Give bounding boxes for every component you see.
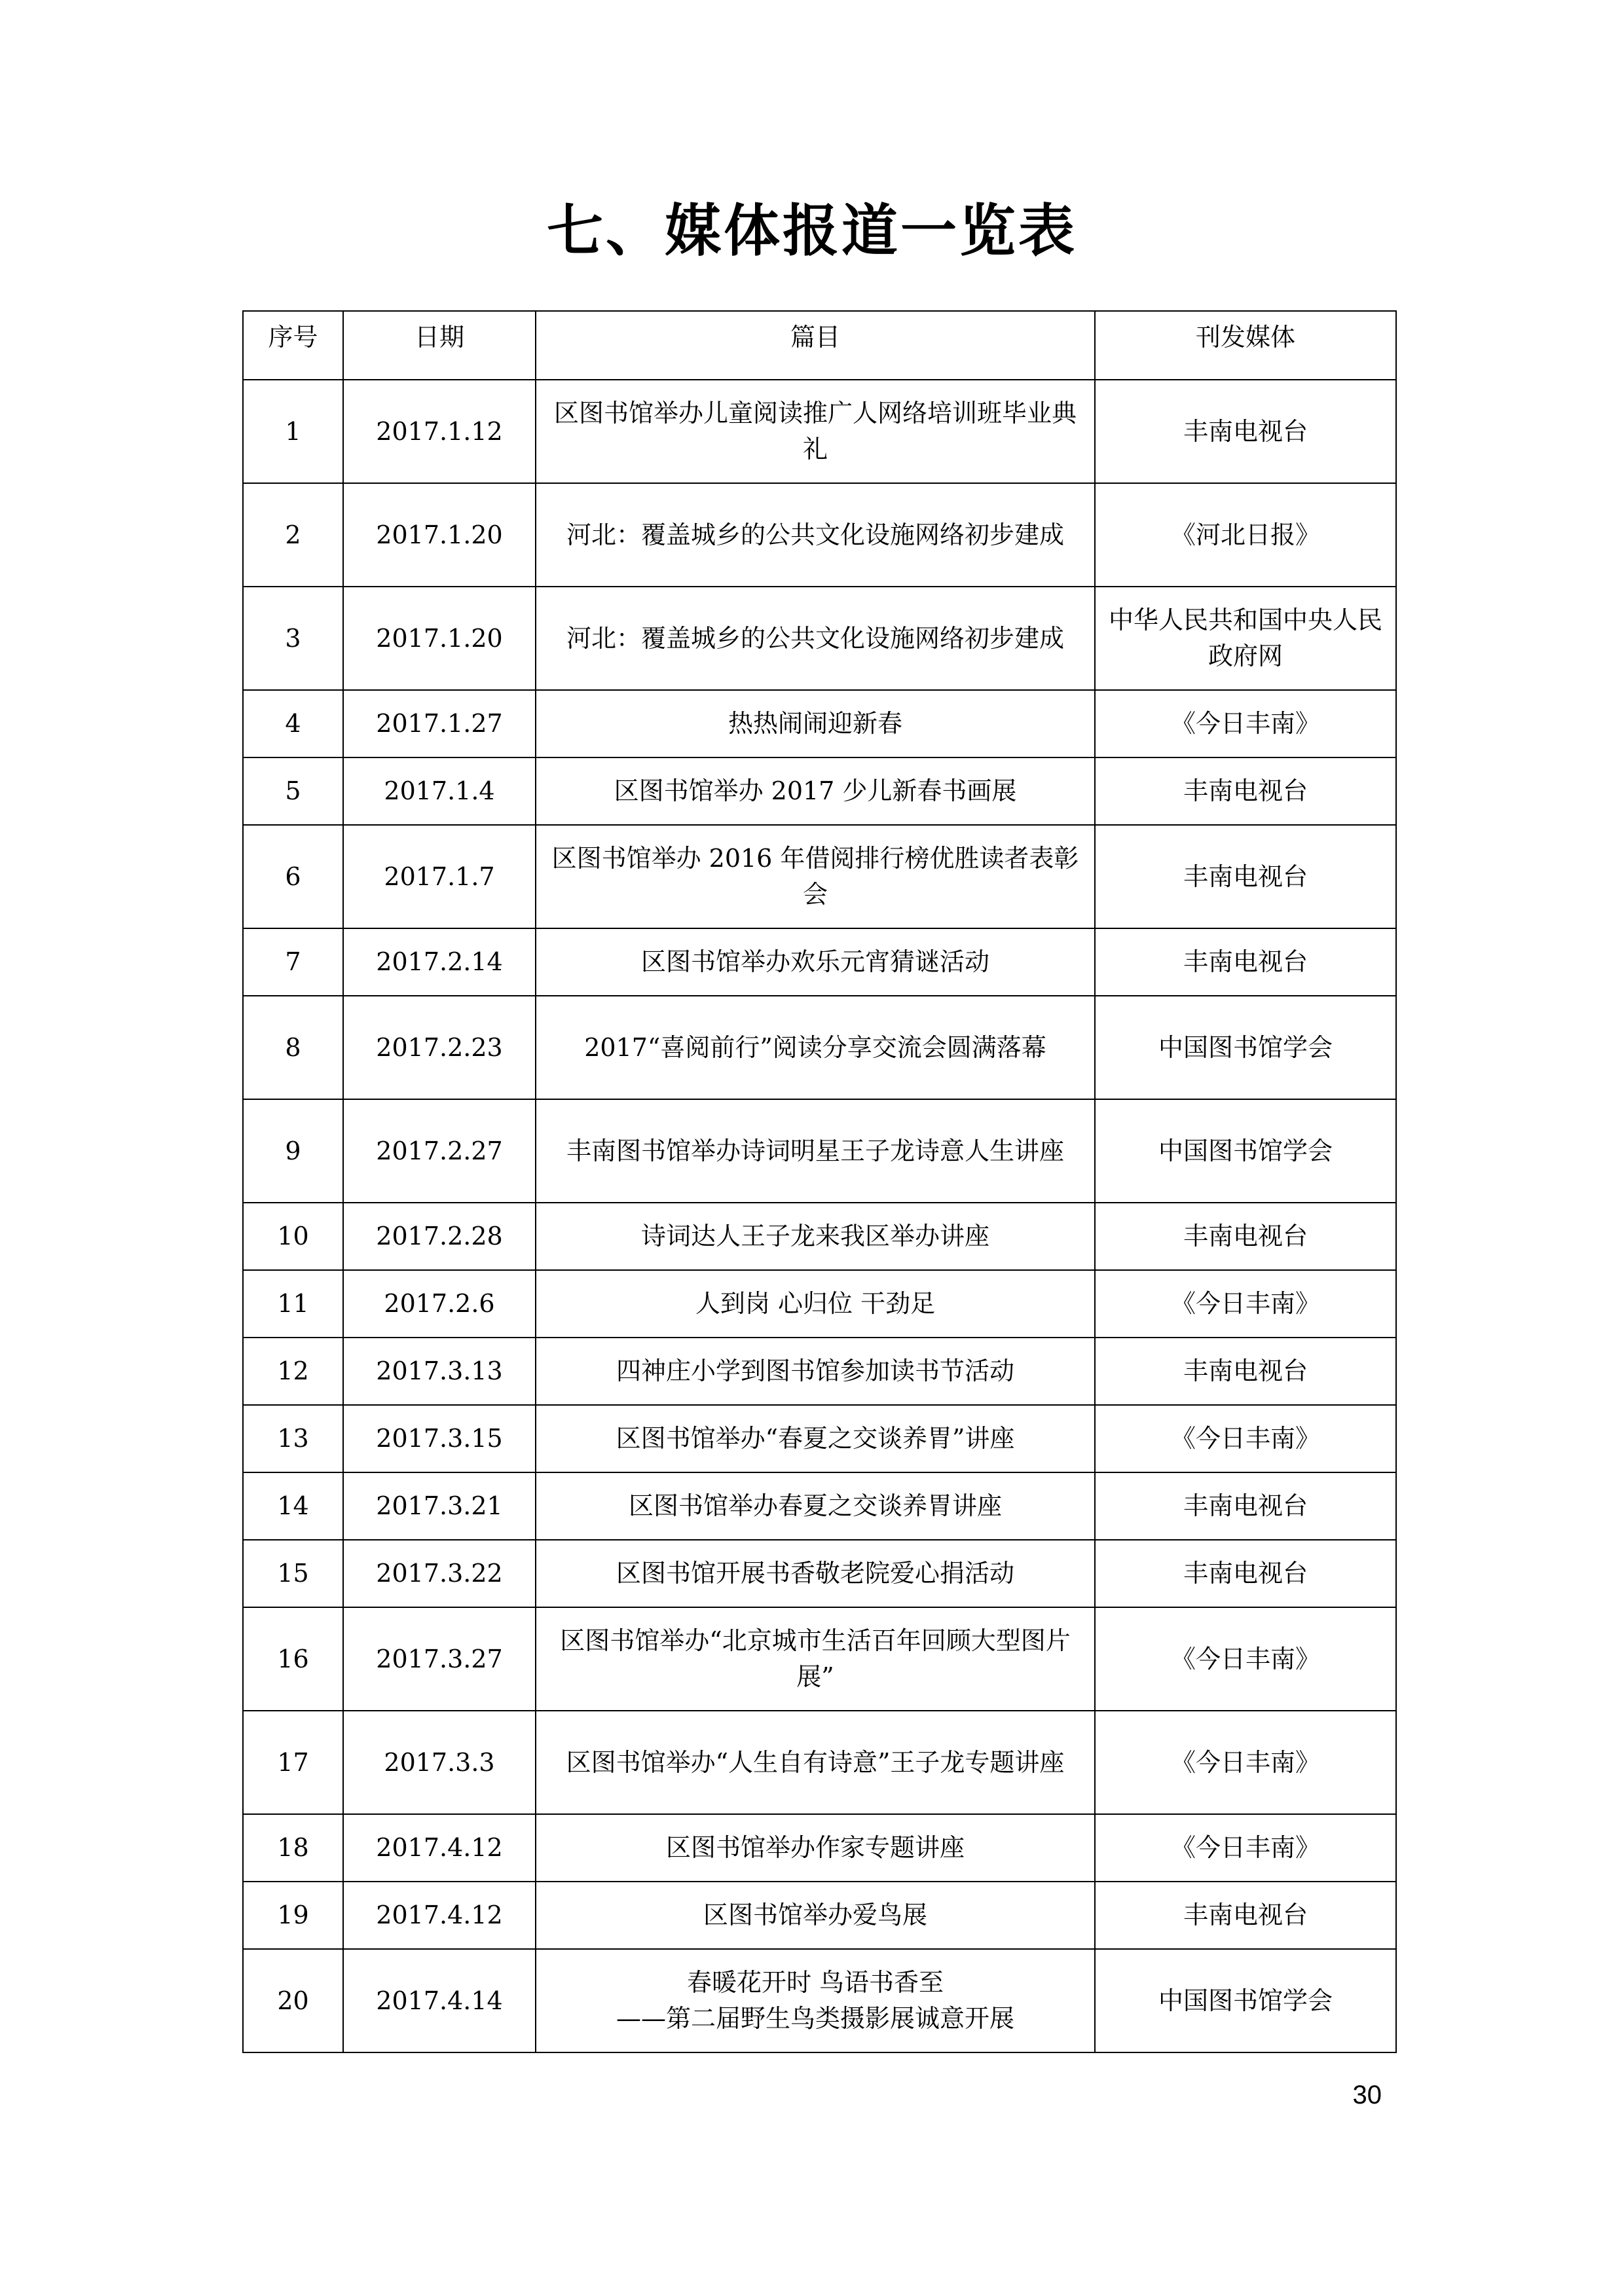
date-cell: 2017.2.14 xyxy=(343,928,536,996)
article-title-cell: 区图书馆举办“北京城市生活百年回顾大型图片展” xyxy=(536,1607,1095,1711)
media-outlet-cell: 中国图书馆学会 xyxy=(1095,1099,1396,1203)
table-row xyxy=(243,1270,1396,1338)
media-outlet-cell: 丰南电视台 xyxy=(1095,380,1396,483)
row-number-cell: 2 xyxy=(243,483,343,587)
page-title: 七、媒体报道一览表 xyxy=(547,198,1077,264)
article-title-cell: 区图书馆举办春夏之交谈养胃讲座 xyxy=(536,1472,1095,1540)
date-cell: 2017.3.13 xyxy=(343,1338,536,1405)
row-number-cell: 7 xyxy=(243,928,343,996)
table-row xyxy=(243,1540,1396,1607)
article-title-cell: 人到岗 心归位 干劲足 xyxy=(536,1270,1095,1338)
table-row xyxy=(243,1711,1396,1814)
row-number-cell: 19 xyxy=(243,1882,343,1949)
media-outlet-cell: 《今日丰南》 xyxy=(1095,1607,1396,1711)
row-number-cell: 1 xyxy=(243,380,343,483)
media-outlet-cell: 中华人民共和国中央人民政府网 xyxy=(1095,587,1396,690)
table-row xyxy=(243,1472,1396,1540)
article-title-cell: 区图书馆举办“人生自有诗意”王子龙专题讲座 xyxy=(536,1711,1095,1814)
date-cell: 2017.2.27 xyxy=(343,1099,536,1203)
media-outlet-cell: 丰南电视台 xyxy=(1095,1540,1396,1607)
media-outlet-cell: 《河北日报》 xyxy=(1095,483,1396,587)
table-row xyxy=(243,690,1396,757)
date-cell: 2017.3.22 xyxy=(343,1540,536,1607)
media-outlet-cell: 丰南电视台 xyxy=(1095,757,1396,825)
column-header-title: 篇目 xyxy=(536,311,1095,380)
media-outlet-cell: 丰南电视台 xyxy=(1095,1338,1396,1405)
table-row xyxy=(243,1405,1396,1472)
media-outlet-cell: 中国图书馆学会 xyxy=(1095,996,1396,1099)
date-cell: 2017.1.20 xyxy=(343,483,536,587)
row-number-cell: 14 xyxy=(243,1472,343,1540)
media-outlet-cell: 丰南电视台 xyxy=(1095,928,1396,996)
article-title-cell: 区图书馆举办 2016 年借阅排行榜优胜读者表彰会 xyxy=(536,825,1095,928)
page-number: 30 xyxy=(1352,2081,1382,2109)
table-header-row xyxy=(243,311,1396,380)
row-number-cell: 11 xyxy=(243,1270,343,1338)
row-number-cell: 15 xyxy=(243,1540,343,1607)
row-number-cell: 9 xyxy=(243,1099,343,1203)
table-row xyxy=(243,380,1396,483)
article-title-cell: 热热闹闹迎新春 xyxy=(536,690,1095,757)
table-row xyxy=(243,928,1396,996)
article-title-cell: 区图书馆开展书香敬老院爱心捐活动 xyxy=(536,1540,1095,1607)
media-outlet-cell: 丰南电视台 xyxy=(1095,1472,1396,1540)
date-cell: 2017.3.15 xyxy=(343,1405,536,1472)
row-number-cell: 17 xyxy=(243,1711,343,1814)
table-row xyxy=(243,483,1396,587)
column-header-media: 刊发媒体 xyxy=(1095,311,1396,380)
date-cell: 2017.3.27 xyxy=(343,1607,536,1711)
date-cell: 2017.2.28 xyxy=(343,1203,536,1270)
date-cell: 2017.4.12 xyxy=(343,1814,536,1882)
row-number-cell: 10 xyxy=(243,1203,343,1270)
column-header-no: 序号 xyxy=(243,311,343,380)
article-title-cell: 2017“喜阅前行”阅读分享交流会圆满落幕 xyxy=(536,996,1095,1099)
media-outlet-cell: 《今日丰南》 xyxy=(1095,690,1396,757)
column-header-date: 日期 xyxy=(343,311,536,380)
table-row xyxy=(243,1099,1396,1203)
row-number-cell: 3 xyxy=(243,587,343,690)
media-outlet-cell: 丰南电视台 xyxy=(1095,825,1396,928)
row-number-cell: 8 xyxy=(243,996,343,1099)
date-cell: 2017.1.27 xyxy=(343,690,536,757)
media-outlet-cell: 丰南电视台 xyxy=(1095,1203,1396,1270)
article-title-cell: 四神庄小学到图书馆参加读书节活动 xyxy=(536,1338,1095,1405)
media-outlet-cell: 丰南电视台 xyxy=(1095,1882,1396,1949)
table-row xyxy=(243,825,1396,928)
table-row xyxy=(243,1203,1396,1270)
row-number-cell: 16 xyxy=(243,1607,343,1711)
date-cell: 2017.1.7 xyxy=(343,825,536,928)
row-number-cell: 12 xyxy=(243,1338,343,1405)
media-outlet-cell: 中国图书馆学会 xyxy=(1095,1949,1396,2052)
article-title-cell: 区图书馆举办爱鸟展 xyxy=(536,1882,1095,1949)
row-number-cell: 4 xyxy=(243,690,343,757)
article-title-cell: 区图书馆举办儿童阅读推广人网络培训班毕业典礼 xyxy=(536,380,1095,483)
row-number-cell: 6 xyxy=(243,825,343,928)
table-row xyxy=(243,1338,1396,1405)
article-title-cell: 区图书馆举办“春夏之交谈养胃”讲座 xyxy=(536,1405,1095,1472)
table-row xyxy=(243,1607,1396,1711)
article-title-cell: 河北：覆盖城乡的公共文化设施网络初步建成 xyxy=(536,587,1095,690)
table-row xyxy=(243,1949,1396,2052)
article-title-cell: 区图书馆举办作家专题讲座 xyxy=(536,1814,1095,1882)
article-title-cell: 区图书馆举办欢乐元宵猜谜活动 xyxy=(536,928,1095,996)
table-body xyxy=(243,380,1396,2052)
date-cell: 2017.4.14 xyxy=(343,1949,536,2052)
row-number-cell: 20 xyxy=(243,1949,343,2052)
table-row xyxy=(243,587,1396,690)
date-cell: 2017.2.6 xyxy=(343,1270,536,1338)
table-row xyxy=(243,996,1396,1099)
article-title-cell: 丰南图书馆举办诗词明星王子龙诗意人生讲座 xyxy=(536,1099,1095,1203)
media-outlet-cell: 《今日丰南》 xyxy=(1095,1711,1396,1814)
media-outlet-cell: 《今日丰南》 xyxy=(1095,1814,1396,1882)
row-number-cell: 18 xyxy=(243,1814,343,1882)
table-row xyxy=(243,1882,1396,1949)
table-row xyxy=(243,1814,1396,1882)
table-row xyxy=(243,757,1396,825)
article-title-cell: 春暖花开时 鸟语书香至 ——第二届野生鸟类摄影展诚意开展 xyxy=(536,1949,1095,2052)
date-cell: 2017.3.21 xyxy=(343,1472,536,1540)
article-title-cell: 诗词达人王子龙来我区举办讲座 xyxy=(536,1203,1095,1270)
row-number-cell: 13 xyxy=(243,1405,343,1472)
date-cell: 2017.3.3 xyxy=(343,1711,536,1814)
date-cell: 2017.4.12 xyxy=(343,1882,536,1949)
row-number-cell: 5 xyxy=(243,757,343,825)
date-cell: 2017.1.4 xyxy=(343,757,536,825)
media-report-table xyxy=(242,310,1397,2053)
article-title-cell: 河北：覆盖城乡的公共文化设施网络初步建成 xyxy=(536,483,1095,587)
date-cell: 2017.2.23 xyxy=(343,996,536,1099)
media-outlet-cell: 《今日丰南》 xyxy=(1095,1270,1396,1338)
date-cell: 2017.1.12 xyxy=(343,380,536,483)
article-title-cell: 区图书馆举办 2017 少儿新春书画展 xyxy=(536,757,1095,825)
media-outlet-cell: 《今日丰南》 xyxy=(1095,1405,1396,1472)
date-cell: 2017.1.20 xyxy=(343,587,536,690)
